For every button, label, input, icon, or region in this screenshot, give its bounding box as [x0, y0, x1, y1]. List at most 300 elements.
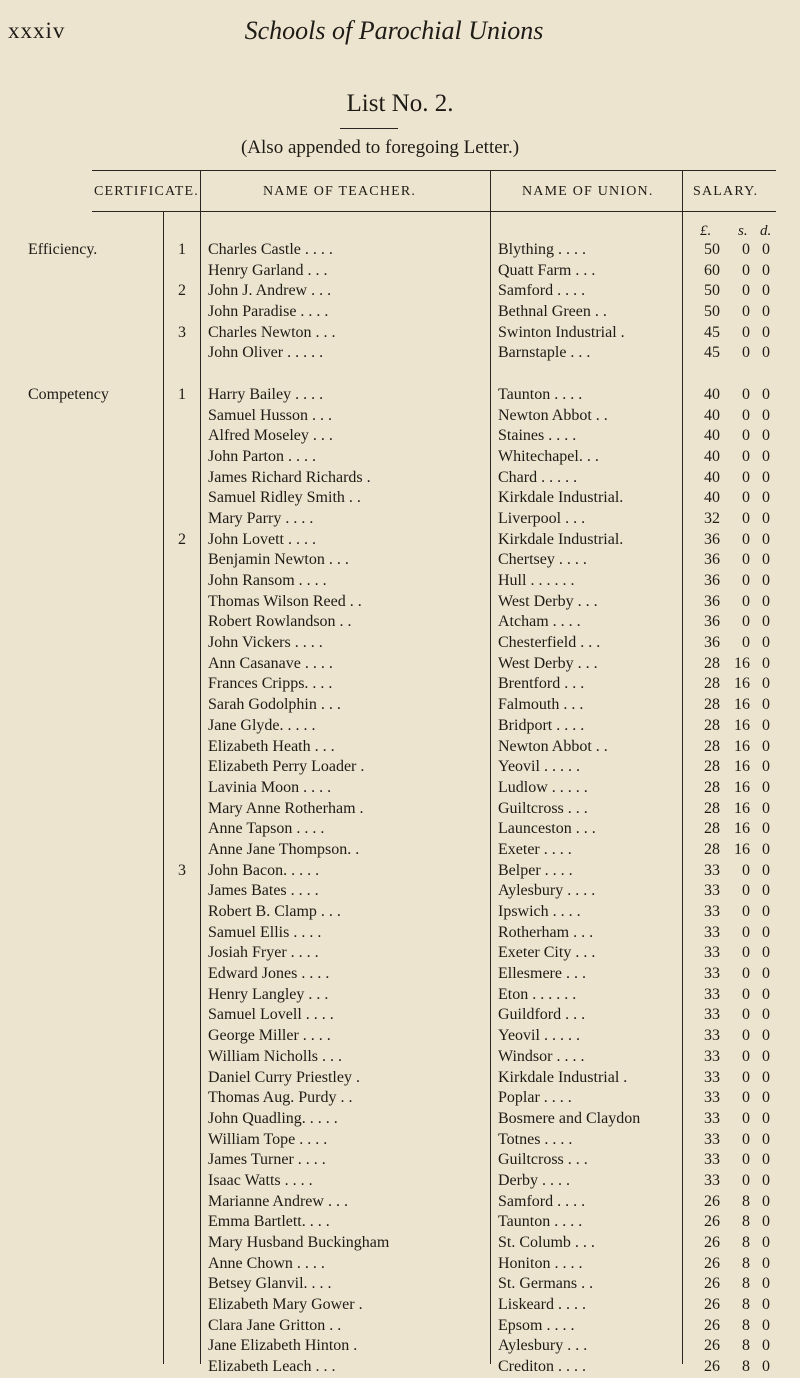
- union-name: Swinton Industrial .: [498, 323, 625, 341]
- table-row: [0, 592, 800, 613]
- salary-pounds: 32: [704, 509, 720, 527]
- salary-pounds: 28: [704, 696, 720, 714]
- union-name: Guiltcross . . .: [498, 1151, 588, 1169]
- table-row: [0, 985, 800, 1006]
- salary-pence: 0: [762, 303, 770, 321]
- salary-pence: 0: [762, 323, 770, 341]
- salary-pence: 0: [762, 1213, 770, 1231]
- table-row: [0, 571, 800, 592]
- teacher-name: Mary Husband Buckingham: [208, 1234, 390, 1251]
- salary-pounds: 28: [704, 737, 720, 755]
- teacher-name: John Bacon. . . . .: [208, 861, 320, 879]
- table-row: [0, 240, 800, 261]
- salary-pence: 0: [762, 944, 770, 962]
- salary-shillings: 8: [742, 1316, 750, 1334]
- union-name: Newton Abbot . .: [498, 737, 608, 755]
- salary-shillings: 0: [742, 468, 750, 486]
- union-name: Quatt Farm . . .: [498, 261, 596, 279]
- teacher-name: Marianne Andrew . . .: [208, 1192, 348, 1210]
- teacher-name: Elizabeth Perry Loader .: [208, 758, 365, 776]
- salary-pounds: 45: [704, 323, 720, 341]
- salary-pence: 0: [762, 1047, 770, 1065]
- salary-pence: 0: [762, 344, 770, 362]
- salary-pence: 0: [762, 716, 770, 734]
- union-name: Ipswich . . . .: [498, 903, 581, 920]
- teacher-name: Samuel Ellis . . . .: [208, 923, 322, 941]
- table-row: [0, 302, 800, 323]
- teacher-name: Samuel Lovell . . . .: [208, 1006, 334, 1024]
- union-name: Whitechapel. . .: [498, 447, 599, 465]
- table-row: [0, 281, 800, 302]
- salary-pounds: 40: [704, 468, 720, 486]
- salary-shillings: 8: [742, 1234, 750, 1251]
- table-row: [0, 1150, 800, 1171]
- header-certificate: CERTIFICATE.: [94, 184, 199, 199]
- salary-shillings: 16: [734, 737, 750, 755]
- salary-pounds: 36: [704, 551, 720, 569]
- salary-pence: 0: [762, 282, 770, 300]
- table-row: [0, 757, 800, 778]
- salary-shillings: 0: [742, 385, 750, 403]
- salary-pence: 0: [762, 1171, 770, 1189]
- salary-pounds: 36: [704, 530, 720, 548]
- table-row: [0, 799, 800, 820]
- salary-shillings: 0: [742, 592, 750, 610]
- union-name: Taunton . . . .: [498, 385, 583, 403]
- salary-shillings: 0: [742, 1047, 750, 1065]
- table-row: [0, 488, 800, 509]
- table-row: [0, 716, 800, 737]
- salary-shillings: 0: [742, 572, 750, 589]
- teacher-name: Alfred Moseley . . .: [208, 427, 333, 445]
- salary-pence: 0: [762, 530, 770, 548]
- salary-pounds: 26: [704, 1358, 720, 1376]
- running-title: Schools of Parochial Unions: [244, 16, 544, 45]
- salary-shillings: 0: [742, 861, 750, 879]
- teacher-name: Daniel Curry Priestley .: [208, 1068, 360, 1086]
- list-title: List No. 2.: [346, 90, 454, 117]
- teacher-name: John Quadling. . . . .: [208, 1109, 338, 1127]
- salary-pence: 0: [762, 1006, 770, 1024]
- union-name: Eton . . . . . .: [498, 985, 577, 1003]
- list-subtitle: (Also appended to foregoing Letter.): [240, 137, 520, 158]
- table-row: [0, 550, 800, 571]
- union-name: Barnstaple . . .: [498, 344, 591, 362]
- salary-pence: 0: [762, 489, 770, 507]
- salary-shillings: 0: [742, 447, 750, 465]
- teacher-name: Robert B. Clamp . . .: [208, 903, 341, 920]
- salary-pence: 0: [762, 592, 770, 610]
- salary-pounds: 26: [704, 1213, 720, 1231]
- union-name: Chertsey . . . .: [498, 551, 587, 569]
- salary-shillings: 0: [742, 965, 750, 983]
- salary-pounds: 28: [704, 820, 720, 838]
- salary-pence: 0: [762, 654, 770, 672]
- salary-shillings: 0: [742, 1130, 750, 1148]
- teacher-name: Henry Garland . . .: [208, 261, 328, 279]
- table-row: [0, 530, 800, 551]
- salary-pence: 0: [762, 1358, 770, 1376]
- union-name: Poplar . . . .: [498, 1089, 572, 1107]
- union-name: Taunton . . . .: [498, 1213, 583, 1231]
- teacher-name: Benjamin Newton . . .: [208, 551, 349, 569]
- salary-shillings: 0: [742, 1089, 750, 1107]
- salary-shillings: 0: [742, 261, 750, 279]
- salary-pounds: 45: [704, 344, 720, 362]
- table-row: [0, 902, 800, 923]
- salary-shillings: 8: [742, 1254, 750, 1272]
- union-name: Bosmere and Claydon: [498, 1109, 641, 1127]
- union-name: West Derby . . .: [498, 654, 598, 672]
- salary-pounds: 33: [704, 861, 720, 879]
- salary-pounds: 28: [704, 758, 720, 776]
- union-name: Staines . . . .: [498, 427, 577, 445]
- table-row: [0, 1233, 800, 1254]
- teacher-name: Jane Elizabeth Hinton .: [208, 1337, 358, 1355]
- salary-pence: 0: [762, 385, 770, 403]
- salary-pence: 0: [762, 1109, 770, 1127]
- table-row: [0, 778, 800, 799]
- teacher-name: Thomas Wilson Reed . .: [208, 592, 362, 610]
- salary-shillings: 0: [742, 1006, 750, 1024]
- salary-shillings: 0: [742, 1068, 750, 1086]
- salary-pounds: 33: [704, 985, 720, 1003]
- salary-pounds: 33: [704, 1006, 720, 1024]
- salary-pence: 0: [762, 1234, 770, 1251]
- salary-pounds: 28: [704, 716, 720, 734]
- teacher-name: John Vickers . . . .: [208, 634, 323, 652]
- union-name: Honiton . . . .: [498, 1254, 583, 1272]
- salary-pence: 0: [762, 1027, 770, 1045]
- table-row: [0, 509, 800, 530]
- salary-pounds: 40: [704, 489, 720, 507]
- certificate-category: Efficiency.: [28, 241, 98, 258]
- title-rule: [340, 128, 398, 129]
- union-name: Exeter City . . .: [498, 944, 596, 962]
- teacher-name: Thomas Aug. Purdy . .: [208, 1089, 353, 1107]
- table-row: [0, 1212, 800, 1233]
- union-name: Yeovil . . . . .: [498, 1027, 580, 1045]
- salary-shillings: 16: [734, 675, 750, 693]
- salary-pence: 0: [762, 985, 770, 1003]
- teacher-name: Lavinia Moon . . . .: [208, 778, 332, 796]
- teacher-name: John Parton . . . .: [208, 447, 316, 465]
- teacher-name: John Oliver . . . . .: [208, 344, 324, 362]
- salary-pounds: 33: [704, 923, 720, 941]
- teacher-name: Clara Jane Gritton . .: [208, 1316, 342, 1334]
- teacher-name: James Bates . . . .: [208, 882, 319, 900]
- salary-pence: 0: [762, 447, 770, 465]
- union-name: Kirkdale Industrial.: [498, 489, 624, 507]
- salary-pence: 0: [762, 1316, 770, 1334]
- table-row: [0, 261, 800, 282]
- salary-shillings: 0: [742, 406, 750, 424]
- union-name: Samford . . . .: [498, 1192, 586, 1210]
- union-name: Derby . . . .: [498, 1171, 570, 1189]
- union-name: Kirkdale Industrial.: [498, 530, 624, 548]
- table-row: [0, 943, 800, 964]
- salary-shillings: 0: [742, 613, 750, 631]
- salary-pence: 0: [762, 634, 770, 652]
- teacher-name: Samuel Husson . . .: [208, 406, 332, 424]
- salary-pounds: 26: [704, 1275, 720, 1293]
- union-name: Newton Abbot . .: [498, 406, 608, 424]
- currency-pounds: £.: [700, 223, 712, 239]
- salary-shillings: 16: [734, 696, 750, 714]
- table-row: [0, 385, 800, 406]
- table-row: [0, 633, 800, 654]
- table-row: [0, 1316, 800, 1337]
- table-row: [0, 468, 800, 489]
- table-row: [0, 323, 800, 344]
- table-row: [0, 1026, 800, 1047]
- table-row: [0, 364, 800, 385]
- teacher-name: Ann Casanave . . . .: [208, 654, 333, 672]
- teacher-name: Anne Chown . . . .: [208, 1254, 325, 1272]
- salary-shillings: 16: [734, 654, 750, 672]
- salary-shillings: 0: [742, 1151, 750, 1169]
- table-row: [0, 1047, 800, 1068]
- salary-pounds: 33: [704, 1027, 720, 1045]
- table-row: [0, 1109, 800, 1130]
- salary-shillings: 16: [734, 758, 750, 776]
- salary-pence: 0: [762, 696, 770, 714]
- teacher-name: Elizabeth Heath . . .: [208, 737, 335, 755]
- salary-pence: 0: [762, 675, 770, 693]
- table-row: [0, 1295, 800, 1316]
- salary-pounds: 36: [704, 572, 720, 589]
- teacher-name: John Paradise . . . .: [208, 303, 329, 321]
- salary-pence: 0: [762, 840, 770, 858]
- salary-shillings: 0: [742, 1171, 750, 1189]
- salary-pounds: 33: [704, 1089, 720, 1107]
- teacher-name: Emma Bartlett. . . .: [208, 1213, 330, 1231]
- teacher-name: Henry Langley . . .: [208, 985, 329, 1003]
- salary-pence: 0: [762, 965, 770, 983]
- salary-shillings: 0: [742, 634, 750, 652]
- certificate-category: Competency: [28, 385, 109, 403]
- teacher-name: Charles Newton . . .: [208, 323, 336, 341]
- salary-pounds: 33: [704, 1171, 720, 1189]
- teacher-name: Isaac Watts . . . .: [208, 1171, 313, 1189]
- salary-shillings: 8: [742, 1192, 750, 1210]
- union-name: Bridport . . . .: [498, 716, 585, 734]
- teacher-name: Betsey Glanvil. . . .: [208, 1275, 332, 1293]
- salary-pence: 0: [762, 241, 770, 258]
- salary-pence: 0: [762, 613, 770, 631]
- salary-pence: 0: [762, 1337, 770, 1355]
- union-name: Hull . . . . . .: [498, 572, 575, 589]
- table-row: [0, 964, 800, 985]
- teacher-name: Anne Jane Thompson. .: [208, 840, 360, 858]
- salary-shillings: 8: [742, 1275, 750, 1293]
- table-row: [0, 426, 800, 447]
- salary-pence: 0: [762, 820, 770, 838]
- salary-pounds: 26: [704, 1254, 720, 1272]
- teacher-name: William Tope . . . .: [208, 1130, 328, 1148]
- salary-pounds: 33: [704, 1130, 720, 1148]
- table-row: [0, 881, 800, 902]
- table-row: [0, 1274, 800, 1295]
- salary-shillings: 8: [742, 1358, 750, 1376]
- union-name: Brentford . . .: [498, 675, 585, 693]
- teacher-name: Anne Tapson . . . .: [208, 820, 325, 838]
- union-name: Liverpool . . .: [498, 509, 586, 527]
- salary-pounds: 28: [704, 654, 720, 672]
- table-row: [0, 654, 800, 675]
- table-row: [0, 1130, 800, 1151]
- teacher-name: Harry Bailey . . . .: [208, 385, 324, 403]
- salary-pounds: 28: [704, 799, 720, 817]
- union-name: Totnes . . . .: [498, 1130, 573, 1148]
- union-name: Kirkdale Industrial .: [498, 1068, 628, 1086]
- page-number: xxxiv: [8, 18, 66, 43]
- table-row: [0, 737, 800, 758]
- salary-pence: 0: [762, 1192, 770, 1210]
- salary-pounds: 26: [704, 1192, 720, 1210]
- salary-pounds: 26: [704, 1296, 720, 1314]
- table-row: [0, 1254, 800, 1275]
- salary-pounds: 33: [704, 1151, 720, 1169]
- currency-shillings: s.: [738, 223, 748, 239]
- teacher-name: Mary Anne Rotherham .: [208, 799, 364, 817]
- salary-pence: 0: [762, 882, 770, 900]
- salary-pounds: 50: [704, 282, 720, 300]
- salary-pence: 0: [762, 261, 770, 279]
- salary-pounds: 33: [704, 1068, 720, 1086]
- salary-pence: 0: [762, 509, 770, 527]
- union-name: Ellesmere . . .: [498, 965, 586, 983]
- running-head: [8, 16, 780, 52]
- header-salary: SALARY.: [693, 184, 759, 199]
- teacher-name: Elizabeth Mary Gower .: [208, 1296, 363, 1314]
- salary-pounds: 40: [704, 406, 720, 424]
- table-row: [0, 840, 800, 861]
- union-name: Belper . . . .: [498, 861, 573, 879]
- union-name: Crediton . . . .: [498, 1358, 586, 1376]
- salary-pounds: 33: [704, 965, 720, 983]
- union-name: Bethnal Green . .: [498, 303, 607, 321]
- salary-shillings: 16: [734, 778, 750, 796]
- teacher-name: James Richard Richards .: [208, 468, 371, 486]
- salary-pounds: 36: [704, 634, 720, 652]
- union-name: Atcham . . . .: [498, 613, 581, 631]
- union-name: Falmouth . . .: [498, 696, 584, 714]
- salary-shillings: 0: [742, 323, 750, 341]
- teacher-name: John Lovett . . . .: [208, 530, 316, 548]
- union-name: Samford . . . .: [498, 282, 586, 300]
- teacher-name: Robert Rowlandson . .: [208, 613, 352, 631]
- table-row: [0, 1005, 800, 1026]
- header-union: NAME OF UNION.: [522, 184, 654, 199]
- salary-pounds: 28: [704, 778, 720, 796]
- union-name: West Derby . . .: [498, 592, 598, 610]
- salary-pence: 0: [762, 1068, 770, 1086]
- table-row: [0, 447, 800, 468]
- teacher-name: James Turner . . . .: [208, 1151, 326, 1169]
- salary-pence: 0: [762, 406, 770, 424]
- table-row: [0, 923, 800, 944]
- table-row: [0, 1336, 800, 1357]
- table-row: [0, 343, 800, 364]
- currency-pence: d.: [760, 223, 772, 239]
- salary-pence: 0: [762, 572, 770, 589]
- salary-pounds: 26: [704, 1316, 720, 1334]
- salary-shillings: 16: [734, 799, 750, 817]
- union-name: Exeter . . . .: [498, 840, 572, 858]
- salary-shillings: 0: [742, 530, 750, 548]
- union-name: Chesterfield . . .: [498, 634, 601, 652]
- salary-shillings: 8: [742, 1296, 750, 1314]
- teacher-name: John Ransom . . . .: [208, 572, 327, 589]
- salary-pence: 0: [762, 1089, 770, 1107]
- salary-pounds: 33: [704, 944, 720, 962]
- table-row: [0, 695, 800, 716]
- salary-pounds: 50: [704, 241, 720, 258]
- salary-pounds: 50: [704, 303, 720, 321]
- salary-pounds: 33: [704, 903, 720, 920]
- teacher-name: William Nicholls . . .: [208, 1047, 343, 1065]
- table-row: [0, 819, 800, 840]
- salary-pounds: 33: [704, 882, 720, 900]
- teacher-name: Sarah Godolphin . . .: [208, 696, 341, 714]
- union-name: St. Germans . .: [498, 1275, 594, 1293]
- salary-pence: 0: [762, 427, 770, 445]
- union-name: Guildford . . .: [498, 1006, 586, 1024]
- salary-pence: 0: [762, 923, 770, 941]
- salary-shillings: 0: [742, 489, 750, 507]
- salary-pounds: 26: [704, 1337, 720, 1355]
- teacher-table-body: [0, 240, 800, 1378]
- salary-pounds: 60: [704, 261, 720, 279]
- salary-pounds: 36: [704, 613, 720, 631]
- teacher-name: Josiah Fryer . . . .: [208, 944, 319, 962]
- salary-pence: 0: [762, 1151, 770, 1169]
- salary-pence: 0: [762, 551, 770, 569]
- table-row: [0, 1171, 800, 1192]
- union-name: Launceston . . .: [498, 820, 596, 838]
- salary-pounds: 28: [704, 840, 720, 858]
- salary-pounds: 33: [704, 1109, 720, 1127]
- teacher-name: Charles Castle . . . .: [208, 241, 333, 258]
- union-name: Aylesbury . . . .: [498, 882, 596, 900]
- union-name: Windsor . . . .: [498, 1047, 585, 1065]
- salary-pence: 0: [762, 799, 770, 817]
- salary-pence: 0: [762, 758, 770, 776]
- table-row: [0, 612, 800, 633]
- salary-shillings: 0: [742, 923, 750, 941]
- salary-shillings: 0: [742, 509, 750, 527]
- table-row: [0, 1068, 800, 1089]
- certificate-class: 1: [178, 385, 186, 403]
- table-header-rule: [92, 211, 776, 212]
- table-row: [0, 674, 800, 695]
- salary-pounds: 40: [704, 385, 720, 403]
- union-name: Guiltcross . . .: [498, 799, 588, 817]
- certificate-class: 2: [178, 282, 186, 300]
- certificate-class: 2: [178, 530, 186, 548]
- salary-pounds: 40: [704, 447, 720, 465]
- salary-pence: 0: [762, 778, 770, 796]
- certificate-class: 3: [178, 861, 186, 879]
- salary-pence: 0: [762, 861, 770, 879]
- teacher-name: Mary Parry . . . .: [208, 509, 314, 527]
- teacher-name: John J. Andrew . . .: [208, 282, 332, 300]
- salary-pounds: 40: [704, 427, 720, 445]
- salary-shillings: 8: [742, 1213, 750, 1231]
- table-top-rule: [92, 170, 776, 171]
- header-teacher: NAME OF TEACHER.: [263, 184, 417, 199]
